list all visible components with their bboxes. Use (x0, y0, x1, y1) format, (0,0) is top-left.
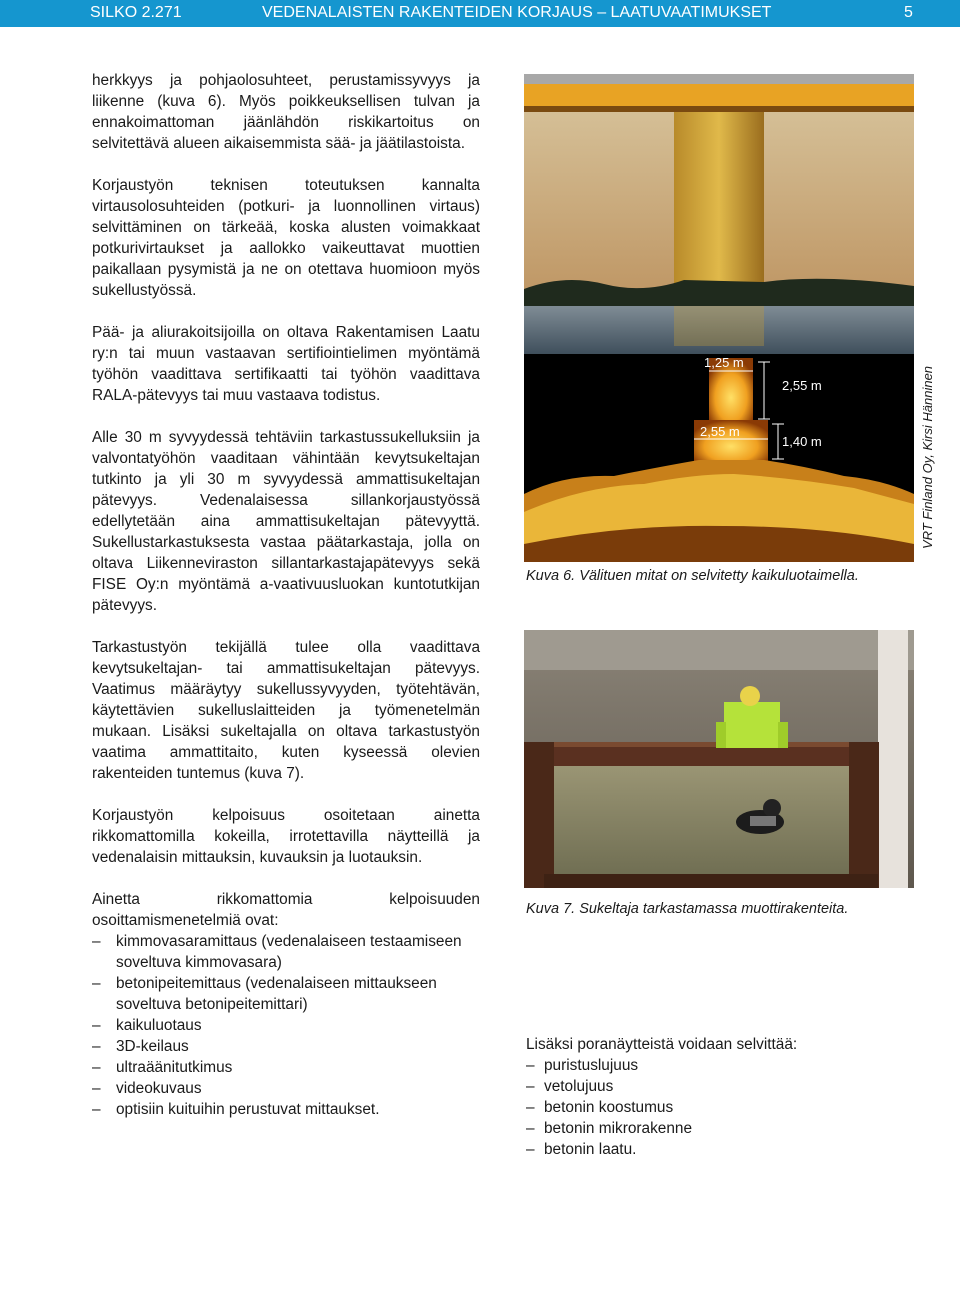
list-intro: Ainetta rikkomattomia kelpoisuuden osoittamismenetelmiä ovat: (92, 891, 480, 929)
section-number: SILKO 2.271 (90, 4, 182, 21)
list-item: – betonipeitemittaus (vedenalaiseen mittaukseen soveltuva betonipeitemittari) (92, 973, 480, 1015)
list-item: – kaikuluotaus (92, 1015, 480, 1036)
document-title: VEDENALAISTEN RAKENTEIDEN KORJAUS – LAATUVAATIMUKSET (262, 4, 772, 21)
figure-6-image (524, 74, 914, 562)
method-list (92, 931, 480, 1120)
paragraph: Alle 30 m syvyydessä tehtäviin tarkastussukelluksiin ja valvontatyöhön vaaditaan vähintään kevytsukeltajan tutkinto ja yli 30 m syvyydessä ammattisukeltajan pätevyys. Vedenalaisessa sillankorjaustyössä edellytetään aina ammattisukeltajan pätevyyttä. Sukellustarkastuksesta vastaa päätarkastaja, jolla on oltava Liikenneviraston sillantarkastajapätevyys sekä FISE Oy:n myöntämä a-vaativuusluokan kuntotutkijan pätevyys. (92, 429, 480, 614)
paragraph: Korjaustyön teknisen toteutuksen kannalta virtausolosuhteiden (potkuri- ja luonnollinen virtaus) selvittäminen on tärkeää, koska alusten voimakkaat potkurivirtaukset ja aallokko vaikeuttavat muottien paikallaan pysymistä ja ne on otettava huomioon myös sukellustyössä. (92, 177, 480, 299)
paragraph: Pää- ja aliurakoitsijoilla on oltava Rakentamisen Laatu ry:n tai muun vastaavan sertifiointielimen myöntämä työhön vaadittava sertifikaatti tai työhön vaadittava RALA-pätevyys tai muu vastaava todistus. (92, 324, 480, 404)
sonar-label-top-height: 2,55 m (782, 378, 822, 393)
paragraph: Korjaustyön kelpoisuus osoitetaan ainetta rikkomattomilla kokeilla, irrotettavilla näytteillä ja vedenalaisin mittauksin, kuvauksin ja luotauksin. (92, 807, 480, 866)
paragraph: herkkyys ja pohjaolosuhteet, perustamissyvyys ja liikenne (kuva 6). Myös poikkeuksellisen tulvan ja ennakoimattoman jäänlähdön riskikartoitus on selvitettävä alueen aikaisemmista sää- ja jäätilastoista. (92, 72, 480, 152)
list-item: – optisiin kuituihin perustuvat mittaukset. (92, 1099, 480, 1120)
bridge-sonar-illustration (524, 74, 914, 562)
list-item: – ultraäänitutkimus (92, 1057, 480, 1078)
list-item: – 3D-keilaus (92, 1036, 480, 1057)
page-header (0, 0, 960, 27)
list-item: – betonin laatu. (526, 1139, 926, 1160)
page-number: 5 (904, 4, 913, 21)
figure-6-caption: Kuva 6. Välituen mitat on selvitetty kaikuluotaimella. (526, 568, 859, 584)
list-intro: Lisäksi poranäytteistä voidaan selvittää: (526, 1036, 798, 1053)
list-item: – kimmovasaramittaus (vedenalaiseen testaamiseen soveltuva kimmovasara) (92, 931, 480, 973)
list-item: – betonin mikrorakenne (526, 1118, 926, 1139)
list-item: – vetolujuus (526, 1076, 926, 1097)
diver-formwork-illustration (524, 630, 914, 888)
left-column (92, 70, 480, 1120)
sonar-label-top-width: 1,25 m (704, 355, 744, 370)
core-sample-list (526, 1055, 926, 1160)
photo-credit: VRT Finland Oy, Kirsi Hänninen (920, 365, 935, 549)
sonar-label-base-width: 2,55 m (700, 424, 740, 439)
figure-7-image (524, 630, 914, 888)
paragraph: Tarkastustyön tekijällä tulee olla vaadittava kevytsukeltajan- tai ammattisukeltajan pätevyys. Vaatimus määräytyy sukellussyvyyden, työtehtävän, käytettävien sukelluslaitteiden ja työmenetelmän mukaan. Lisäksi sukeltajalla on oltava tarkastustyön vaatima ammattitaito, kuten kyseessä olevien rakenteiden tuntemus (kuva 7). (92, 639, 480, 782)
right-column (526, 1034, 926, 1160)
sonar-label-base-height: 1,40 m (782, 434, 822, 449)
figure-7-caption: Kuva 7. Sukeltaja tarkastamassa muottirakenteita. (526, 901, 849, 917)
list-item: – videokuvaus (92, 1078, 480, 1099)
list-item: – betonin koostumus (526, 1097, 926, 1118)
list-item: – puristuslujuus (526, 1055, 926, 1076)
